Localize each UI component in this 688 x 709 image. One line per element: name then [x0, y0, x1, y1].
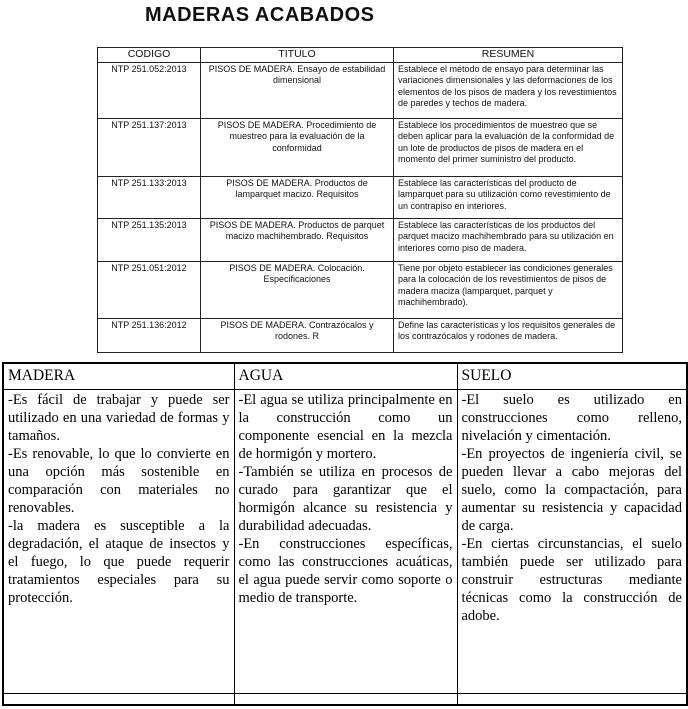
table-row: [98, 62, 623, 118]
titulo-cell: PISOS DE MADERA. Procedimiento de muestreo para la evaluación de la conformidad: [201, 118, 394, 176]
table-row: [98, 176, 623, 218]
codigo-cell: NTP 251.052:2013: [98, 62, 201, 118]
agua-point: -El agua se utiliza principalmente en la construcción como un componente esencial en la mezcla de hormigón y mortero.: [238, 392, 453, 462]
ntp-table-header-row: [98, 48, 623, 63]
materials-comparison-table: [2, 362, 688, 706]
codigo-cell: NTP 251.133:2013: [98, 176, 201, 218]
codigo-cell: NTP 251.051:2012: [98, 261, 201, 318]
empty-cell: [3, 694, 234, 706]
column-header-suelo: SUELO: [457, 363, 687, 390]
empty-cell: [234, 694, 457, 706]
suelo-point: -En proyectos de ingeniería civil, se pueden llevar a cabo mejoras del suelo, como la compactación, para aumentar su resistencia y capacidad de carga.: [461, 446, 682, 534]
titulo-cell: PISOS DE MADERA. Colocación. Especificaciones: [201, 261, 394, 318]
titulo-cell: PISOS DE MADERA. Contrazócalos y rodones. R: [201, 318, 394, 352]
titulo-cell: PISOS DE MADERA. Ensayo de estabilidad dimensional: [201, 62, 394, 118]
resumen-cell: Tiene por objeto establecer las condiciones generales para la colocación de los revestimientos de pisos de madera maciza (lamparquet, parquet y machihembrado).: [394, 261, 623, 318]
resumen-cell: Establece las características del producto de lamparquet para su utilización como revestimiento de un contrapiso en interiores.: [394, 176, 623, 218]
column-header-codigo: CODIGO: [98, 48, 201, 63]
madera-cell: [3, 390, 234, 694]
table-row: [98, 318, 623, 352]
suelo-cell: [457, 390, 687, 694]
agua-point: -En construcciones específicas, como las construcciones acuáticas, el agua puede servir como soporte o medio de transporte.: [238, 536, 453, 606]
suelo-point: -El suelo es utilizado en construcciones como relleno, nivelación y cimentación.: [461, 392, 682, 444]
resumen-cell: Define las características y los requisitos generales de los contrazócalos y rodones de madera.: [394, 318, 623, 352]
madera-point: -la madera es susceptible a la degradación, el ataque de insectos y el fuego, lo que puede requerir tratamientos especiales para su protección.: [8, 518, 230, 606]
ntp-standards-table: [97, 47, 623, 353]
agua-cell: [234, 390, 457, 694]
table-row: [98, 118, 623, 176]
materials-empty-row: [3, 694, 687, 706]
column-header-titulo: TITULO: [201, 48, 394, 63]
madera-point: -Es renovable, lo que lo convierte en una opción más sostenible en comparación con materiales no renovables.: [8, 446, 230, 516]
column-header-resumen: RESUMEN: [394, 48, 623, 63]
codigo-cell: NTP 251.136:2012: [98, 318, 201, 352]
empty-cell: [457, 694, 687, 706]
table-row: [98, 261, 623, 318]
codigo-cell: NTP 251.135:2013: [98, 218, 201, 261]
resumen-cell: Establece las características de los productos del parquet macizo machihembrado para su utilización en interiores como piso de madera.: [394, 218, 623, 261]
column-header-agua: AGUA: [234, 363, 457, 390]
table-row: [98, 218, 623, 261]
page-title: MADERAS ACABADOS: [145, 4, 375, 26]
agua-point: -También se utiliza en procesos de curado para garantizar que el hormigón alcance su resistencia y durabilidad adecuadas.: [238, 464, 453, 534]
codigo-cell: NTP 251.137:2013: [98, 118, 201, 176]
materials-body-row: [3, 390, 687, 694]
column-header-madera: MADERA: [3, 363, 234, 390]
resumen-cell: Establece los procedimientos de muestreo que se deben aplicar para la evaluación de la conformidad de un lote de productos de pisos de madera en el momento del primer suministro del producto.: [394, 118, 623, 176]
suelo-point: -En ciertas circunstancias, el suelo también puede ser utilizado para construir estructuras mediante técnicas como la construcción de adobe.: [461, 536, 682, 624]
madera-point: -Es fácil de trabajar y puede ser utilizado en una variedad de formas y tamaños.: [8, 392, 230, 444]
titulo-cell: PISOS DE MADERA. Productos de lamparquet macizo. Requisitos: [201, 176, 394, 218]
titulo-cell: PISOS DE MADERA. Productos de parquet macizo machihembrado. Requisitos: [201, 218, 394, 261]
materials-header-row: [3, 363, 687, 390]
resumen-cell: Establece el método de ensayo para determinar las variaciones dimensionales y las deformaciones de los elementos de los pisos de madera y los revestimientos de paredes y techos de madera.: [394, 62, 623, 118]
